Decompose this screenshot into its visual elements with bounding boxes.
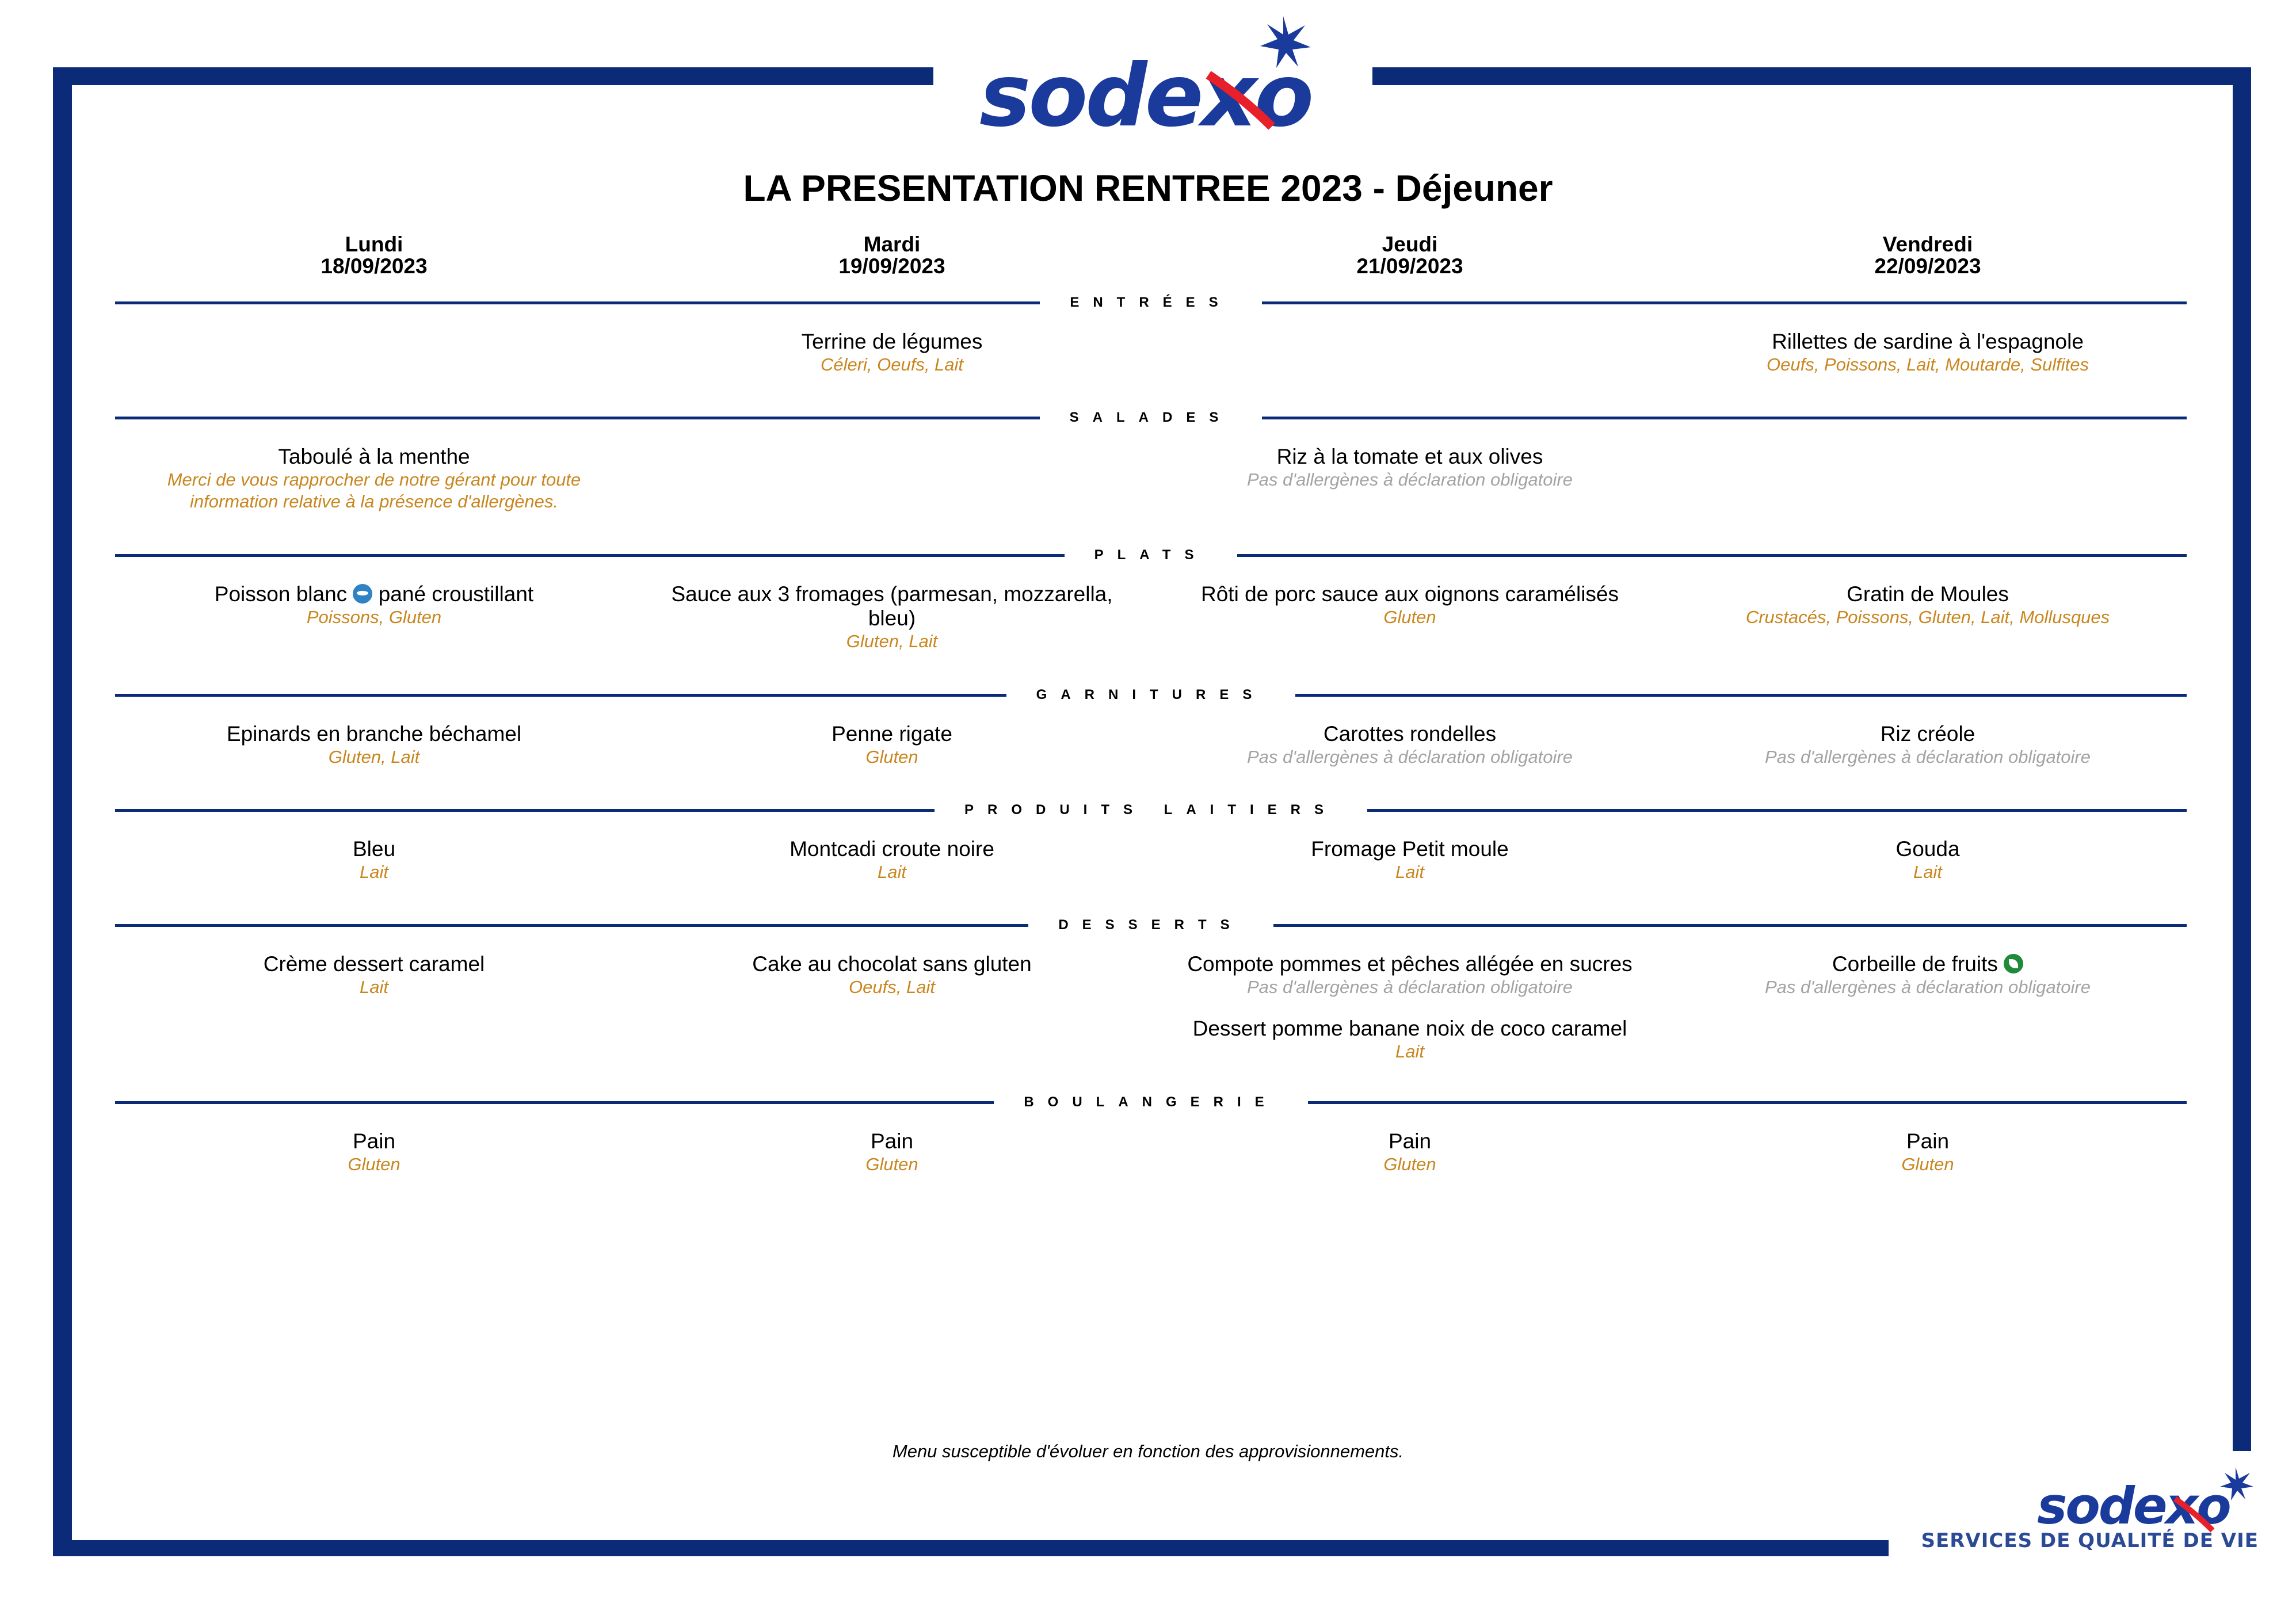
page-title: LA PRESENTATION RENTREE 2023 - Déjeuner bbox=[743, 167, 1553, 209]
row-plats bbox=[115, 582, 2187, 652]
row-garnitures bbox=[115, 722, 2187, 768]
dish-allergens: Oeufs, Lait bbox=[849, 977, 935, 997]
section-label: BOULANGERIE bbox=[1024, 1094, 1278, 1110]
dish-name: Gouda bbox=[1895, 837, 1960, 861]
cell-vendredi bbox=[1669, 722, 2187, 768]
row-entrees bbox=[115, 330, 2187, 376]
cell-jeudi bbox=[1151, 582, 1669, 652]
day-name: Mardi bbox=[863, 232, 921, 256]
section-label: PRODUITS LAITIERS bbox=[964, 802, 1338, 818]
cell-mardi bbox=[633, 837, 1151, 883]
cell-vendredi bbox=[1669, 952, 2187, 1063]
section-divider bbox=[115, 694, 1006, 697]
section-label: PLATS bbox=[1094, 547, 1208, 563]
cell-mardi bbox=[633, 1129, 1151, 1175]
day-date: 19/09/2023 bbox=[838, 254, 945, 278]
dish-name bbox=[1669, 952, 2187, 976]
dish-allergens: Gluten bbox=[865, 747, 918, 767]
section-header-salades bbox=[115, 406, 2187, 429]
frame-right bbox=[2233, 67, 2251, 1451]
frame-left bbox=[53, 67, 72, 1556]
dish-name: Bleu bbox=[352, 837, 396, 861]
section-label: DESSERTS bbox=[1058, 917, 1244, 933]
leaf-icon bbox=[2004, 954, 2023, 973]
section-divider bbox=[1308, 1101, 2187, 1104]
dish-allergens: Pas d'allergènes à déclaration obligatoire bbox=[1764, 977, 2091, 997]
cell-jeudi bbox=[1151, 1129, 1669, 1175]
day-name: Vendredi bbox=[1882, 232, 1973, 256]
cell-jeudi bbox=[1151, 952, 1669, 1063]
frame-top-right bbox=[1372, 67, 2250, 85]
dish-allergens: Crustacés, Poissons, Gluten, Lait, Mollusques bbox=[1745, 607, 2110, 627]
cell-vendredi bbox=[1669, 1129, 2187, 1175]
section-divider bbox=[1295, 694, 2187, 697]
dish-allergens: Lait bbox=[878, 862, 906, 882]
section-header-desserts bbox=[115, 914, 2187, 937]
dish-name-text: Corbeille de fruits bbox=[1832, 952, 1998, 976]
dish-name: Fromage Petit moule bbox=[1311, 837, 1509, 861]
section-label: ENTRÉES bbox=[1070, 295, 1232, 310]
dish-name: Crème dessert caramel bbox=[263, 952, 485, 976]
fish-icon bbox=[353, 584, 372, 604]
section-divider bbox=[1273, 924, 2187, 927]
dish-allergens: Lait bbox=[1395, 862, 1424, 882]
dish-allergens: Gluten bbox=[348, 1154, 401, 1174]
dish-name: Rillettes de sardine à l'espagnole bbox=[1772, 330, 2084, 353]
day-lundi bbox=[115, 234, 633, 277]
day-name: Jeudi bbox=[1382, 232, 1438, 256]
dish-name: Riz à la tomate et aux olives bbox=[1276, 445, 1543, 468]
dish-allergens: Lait bbox=[1913, 862, 1942, 882]
dish-allergens-line2: information relative à la présence d'allergènes. bbox=[189, 491, 559, 511]
dish-name: Rôti de porc sauce aux oignons caramélisés bbox=[1201, 582, 1619, 606]
dish-allergens: Oeufs, Poissons, Lait, Moutarde, Sulfites bbox=[1767, 354, 2089, 375]
day-date: 21/09/2023 bbox=[1356, 254, 1463, 278]
day-vendredi bbox=[1669, 234, 2187, 277]
day-date: 18/09/2023 bbox=[321, 254, 428, 278]
section-divider bbox=[115, 809, 935, 812]
dish-name-line1: Sauce aux 3 fromages (parmesan, mozzarella, bbox=[671, 582, 1113, 606]
sodexo-logo bbox=[972, 12, 1341, 138]
day-mardi bbox=[633, 234, 1151, 277]
menu-item bbox=[1151, 952, 1669, 998]
dish-name: Taboulé à la menthe bbox=[278, 445, 470, 468]
section-header-produits-laitiers bbox=[115, 799, 2187, 822]
dish-name-line2: bleu) bbox=[868, 606, 916, 630]
dish-name: Montcadi croute noire bbox=[790, 837, 994, 861]
dish-allergens: Lait bbox=[1395, 1041, 1424, 1061]
dish-name bbox=[115, 582, 633, 606]
cell-lundi bbox=[115, 330, 633, 376]
dish-name: Carottes rondelles bbox=[1323, 722, 1497, 746]
dish-allergens: Gluten bbox=[865, 1154, 918, 1174]
cell-lundi bbox=[115, 1129, 633, 1175]
frame-top-left bbox=[53, 67, 933, 85]
dish-allergens: Gluten, Lait bbox=[846, 631, 938, 651]
logo-wordmark: sodexo bbox=[979, 46, 1312, 138]
row-salades bbox=[115, 445, 2187, 513]
dish-allergens: Lait bbox=[360, 862, 388, 882]
cell-jeudi bbox=[1151, 837, 1669, 883]
brand-tagline: SERVICES DE QUALITÉ DE VIE bbox=[1921, 1529, 2259, 1552]
section-divider bbox=[115, 301, 1040, 304]
section-label: SALADES bbox=[1069, 410, 1233, 425]
dish-name: Dessert pomme banane noix de coco caramel bbox=[1192, 1017, 1627, 1040]
dish-name: Gratin de Moules bbox=[1847, 582, 2009, 606]
day-jeudi bbox=[1151, 234, 1669, 277]
days-header bbox=[115, 234, 2187, 277]
dish-allergens: Poissons, Gluten bbox=[306, 607, 442, 627]
cell-jeudi bbox=[1151, 445, 1669, 513]
section-header-plats bbox=[115, 544, 2187, 567]
dish-allergens: Pas d'allergènes à déclaration obligatoire bbox=[1246, 977, 1573, 997]
dish-allergens: Gluten bbox=[1383, 607, 1436, 627]
dish-allergens: Gluten bbox=[1383, 1154, 1436, 1174]
dish-name: Pain bbox=[1906, 1129, 1950, 1153]
section-divider bbox=[115, 1101, 994, 1104]
dish-name-part2: pané croustillant bbox=[378, 582, 534, 606]
section-divider bbox=[115, 417, 1040, 419]
dish-name: Epinards en branche béchamel bbox=[226, 722, 522, 746]
day-date: 22/09/2023 bbox=[1874, 254, 1981, 278]
dish-name: Pain bbox=[870, 1129, 914, 1153]
dish-name: Cake au chocolat sans gluten bbox=[752, 952, 1032, 976]
menu-item bbox=[1151, 1017, 1669, 1063]
dish-allergens: Céleri, Oeufs, Lait bbox=[820, 354, 964, 375]
section-divider bbox=[1262, 301, 2187, 304]
cell-vendredi bbox=[1669, 330, 2187, 376]
cell-lundi bbox=[115, 952, 633, 1063]
cell-lundi bbox=[115, 445, 633, 513]
dish-allergens: Gluten, Lait bbox=[328, 747, 420, 767]
cell-vendredi bbox=[1669, 445, 2187, 513]
section-header-garnitures bbox=[115, 683, 2187, 707]
row-boulangerie bbox=[115, 1129, 2187, 1175]
cell-lundi bbox=[115, 722, 633, 768]
cell-mardi bbox=[633, 330, 1151, 376]
dish-name: Pain bbox=[1388, 1129, 1432, 1153]
cell-lundi bbox=[115, 837, 633, 883]
cell-mardi bbox=[633, 722, 1151, 768]
dish-name: Terrine de légumes bbox=[801, 330, 983, 353]
dish-allergens: Pas d'allergènes à déclaration obligatoire bbox=[1246, 747, 1573, 767]
dish-name: Penne rigate bbox=[832, 722, 952, 746]
dish-allergens: Pas d'allergènes à déclaration obligatoire bbox=[1246, 469, 1573, 490]
dish-allergens: Pas d'allergènes à déclaration obligatoire bbox=[1764, 747, 2091, 767]
dish-name: Compote pommes et pêches allégée en sucres bbox=[1187, 952, 1633, 976]
dish-allergens-line1: Merci de vous rapprocher de notre gérant pour toute bbox=[167, 469, 581, 490]
cell-vendredi bbox=[1669, 582, 2187, 652]
dish-name: Pain bbox=[352, 1129, 396, 1153]
section-divider bbox=[115, 924, 1028, 927]
frame-bottom bbox=[53, 1540, 1889, 1556]
dish-allergens: Lait bbox=[360, 977, 388, 997]
section-header-entrees bbox=[115, 291, 2187, 314]
cell-jeudi bbox=[1151, 722, 1669, 768]
dish-name-part1: Poisson blanc bbox=[214, 582, 348, 606]
row-produits-laitiers bbox=[115, 837, 2187, 883]
cell-vendredi bbox=[1669, 837, 2187, 883]
section-divider bbox=[1237, 554, 2187, 557]
section-header-boulangerie bbox=[115, 1091, 2187, 1114]
section-divider bbox=[1262, 417, 2187, 419]
footnote: Menu susceptible d'évoluer en fonction des approvisionnements. bbox=[892, 1441, 1404, 1461]
dish-name: Riz créole bbox=[1880, 722, 1975, 746]
cell-mardi bbox=[633, 445, 1151, 513]
section-divider bbox=[115, 554, 1065, 557]
cell-mardi bbox=[633, 582, 1151, 652]
section-divider bbox=[1367, 809, 2187, 812]
dish-allergens: Gluten bbox=[1901, 1154, 1954, 1174]
logo-wordmark: sodexo bbox=[2037, 1476, 2230, 1536]
row-desserts bbox=[115, 952, 2187, 1063]
cell-jeudi bbox=[1151, 330, 1669, 376]
day-name: Lundi bbox=[345, 232, 403, 256]
cell-lundi bbox=[115, 582, 633, 652]
cell-mardi bbox=[633, 952, 1151, 1063]
section-label: GARNITURES bbox=[1036, 687, 1266, 702]
